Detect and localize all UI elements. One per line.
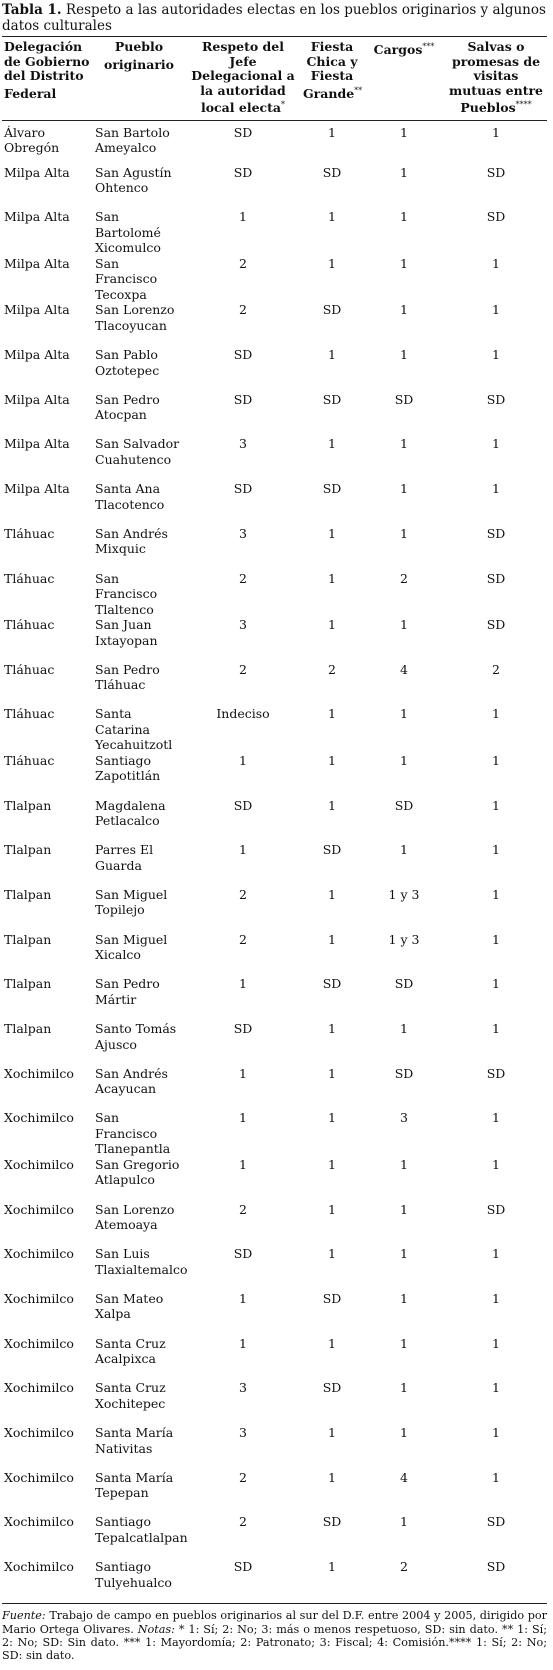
- cell-respeto: SD: [233, 1021, 253, 1036]
- cell-respeto: 3: [239, 436, 247, 452]
- cell-respeto: 2: [239, 1201, 247, 1217]
- cell-respeto: SD: [233, 481, 253, 497]
- cell-pueblo: San Andrés Acayucan: [95, 1065, 168, 1097]
- cell-fiesta: 1: [328, 124, 336, 140]
- cell-respeto: 2: [239, 1514, 247, 1530]
- cell-pueblo: Santa María Nativitas: [95, 1425, 174, 1456]
- cell-pueblo: San Salvador Cuahutenco: [95, 436, 180, 467]
- cell-respeto: 1: [239, 1290, 247, 1306]
- cell-cargos: 1: [400, 347, 408, 363]
- cell-fiesta: 1: [328, 1156, 336, 1172]
- cell-delegacion: Milpa Alta: [4, 164, 70, 180]
- cell-pueblo: San Miguel Topilejo: [95, 886, 168, 918]
- header-fiesta-mark: **: [354, 85, 363, 95]
- table-row: [2, 1202, 547, 1247]
- table-row: [2, 753, 547, 798]
- cell-delegacion: Xochimilco: [4, 1469, 74, 1485]
- cell-cargos: 1: [400, 1246, 408, 1262]
- cell-cargos: 1: [400, 1425, 408, 1440]
- cell-fiesta: 1: [328, 797, 336, 813]
- header-salvas: [445, 37, 547, 121]
- cell-delegacion: Tláhuac: [4, 525, 55, 541]
- cell-salvas: 1: [492, 436, 500, 452]
- cell-fiesta: 1: [328, 1021, 336, 1036]
- table-row: [2, 526, 547, 571]
- cell-delegacion: Xochimilco: [4, 1425, 74, 1440]
- header-row: [2, 37, 547, 121]
- cell-delegacion: Álvaro Obregón: [4, 124, 60, 155]
- cell-fiesta: 1: [328, 570, 336, 586]
- cell-fiesta: 1: [328, 1335, 336, 1351]
- cell-cargos: 1: [400, 481, 408, 497]
- table-caption: [2, 2, 547, 34]
- table-row: [2, 1110, 547, 1157]
- cell-pueblo: San Bartolomé Xicomulco: [95, 209, 161, 256]
- cell-cargos: 1: [400, 1335, 408, 1351]
- cell-pueblo: San Pedro Tláhuac: [95, 661, 160, 693]
- cell-pueblo: Santa Cruz Xochitepec: [95, 1380, 166, 1411]
- cell-salvas: SD: [486, 570, 506, 586]
- cell-salvas: SD: [486, 164, 506, 180]
- cell-cargos: SD: [394, 1065, 414, 1081]
- cell-delegacion: Milpa Alta: [4, 436, 70, 452]
- header-cargos-text: Cargos: [373, 42, 423, 57]
- cell-respeto: 2: [239, 931, 247, 947]
- cell-pueblo: Santa María Tepepan: [95, 1469, 174, 1501]
- cell-delegacion: Tlalpan: [4, 886, 52, 902]
- cell-respeto: 1: [239, 1156, 247, 1172]
- table-number: Tabla 1.: [2, 2, 62, 18]
- cell-cargos: 1: [400, 209, 408, 225]
- cell-cargos: SD: [394, 391, 414, 407]
- cell-salvas: 1: [492, 1290, 500, 1306]
- cell-cargos: 1 y 3: [388, 931, 420, 947]
- cell-pueblo: San Bartolo Ameyalco: [95, 124, 170, 155]
- cell-salvas: SD: [486, 1201, 506, 1217]
- cell-delegacion: Xochimilco: [4, 1380, 74, 1396]
- cell-salvas: SD: [486, 391, 506, 407]
- cell-cargos: 1: [400, 436, 408, 452]
- header-cargos: [363, 37, 445, 121]
- cell-pueblo: San Mateo Xalpa: [95, 1290, 164, 1322]
- cell-delegacion: Tlalpan: [4, 842, 52, 858]
- table-row: [2, 842, 547, 887]
- cell-respeto: 1: [239, 209, 247, 225]
- table-row: [2, 887, 547, 932]
- cell-cargos: 3: [400, 1110, 408, 1126]
- cell-pueblo: San Pablo Oztotepec: [95, 347, 160, 378]
- cell-fiesta: 1: [328, 347, 336, 363]
- cell-salvas: 1: [492, 1469, 500, 1485]
- header-cargos-mark: ***: [422, 42, 435, 51]
- cell-fiesta: 1: [328, 886, 336, 902]
- cell-pueblo: San Pedro Atocpan: [95, 391, 160, 423]
- cell-pueblo: Santiago Tulyehualco: [95, 1559, 172, 1590]
- header-salvas-text: Salvas o promesas de visitas mutuas entre Pueblos: [448, 39, 544, 115]
- cell-cargos: 1: [400, 1156, 408, 1172]
- cell-cargos: 4: [400, 661, 408, 677]
- table-row: [2, 706, 547, 753]
- cell-cargos: 1: [400, 1514, 408, 1530]
- cell-cargos: 1: [400, 1021, 408, 1036]
- cell-respeto: 1: [239, 1335, 247, 1351]
- cell-salvas: 1: [492, 1246, 500, 1262]
- cell-cargos: 1: [400, 1290, 408, 1306]
- header-delegacion-text: Delegación de Gobierno del Distrito Federal: [4, 39, 90, 101]
- cell-delegacion: Xochimilco: [4, 1065, 74, 1081]
- cell-pueblo: San Francisco Tecoxpa: [95, 255, 158, 302]
- cell-fiesta: SD: [322, 1514, 342, 1530]
- cell-respeto: 2: [239, 255, 247, 271]
- cell-salvas: 1: [492, 255, 500, 271]
- cell-salvas: SD: [486, 1559, 506, 1575]
- cell-fiesta: 1: [328, 209, 336, 225]
- cell-fiesta: 1: [328, 1065, 336, 1081]
- cell-pueblo: San Luis Tlaxialtemalco: [95, 1246, 188, 1277]
- cell-fiesta: 1: [328, 1425, 336, 1440]
- cell-delegacion: Xochimilco: [4, 1290, 74, 1306]
- table-row: [2, 256, 547, 303]
- cell-respeto: SD: [233, 164, 253, 180]
- table-row: [2, 1425, 547, 1470]
- cell-fiesta: 1: [328, 931, 336, 947]
- cell-pueblo: San Andrés Mixquic: [95, 525, 168, 557]
- cell-fiesta: SD: [322, 976, 342, 992]
- cell-cargos: 1: [400, 302, 408, 318]
- table-row: [2, 436, 547, 481]
- notas-text: * 1: Sí; 2: No; 3: más o menos respetuoso, SD: sin dato. ** 1: Sí; 2: No; SD: Sin dato. *** 1: Mayordomía; 2: Patronato; 3: Fiscal; 4: Comisión.**** 1: Sí; 2: No; SD: sin dato.: [2, 1622, 547, 1663]
- cell-fiesta: 1: [328, 1110, 336, 1126]
- cell-delegacion: Xochimilco: [4, 1559, 74, 1575]
- cell-salvas: 1: [492, 797, 500, 813]
- cell-cargos: 2: [400, 1559, 408, 1575]
- cell-respeto: 1: [239, 752, 247, 768]
- table-row: [2, 1380, 547, 1425]
- cell-pueblo: San Gregorio Atlapulco: [95, 1156, 180, 1188]
- cell-pueblo: Santiago Zapotitlán: [95, 752, 161, 784]
- cell-cargos: SD: [394, 976, 414, 992]
- cell-delegacion: Tláhuac: [4, 617, 55, 632]
- cell-pueblo: Santa Ana Tlacotenco: [95, 481, 165, 512]
- cell-fiesta: 2: [328, 661, 336, 677]
- cell-respeto: 1: [239, 1110, 247, 1126]
- cell-respeto: 3: [239, 525, 247, 541]
- cell-delegacion: Tláhuac: [4, 752, 55, 768]
- cell-salvas: 1: [492, 1156, 500, 1172]
- cell-cargos: 2: [400, 570, 408, 586]
- cell-cargos: 1: [400, 124, 408, 140]
- table-row: [2, 1291, 547, 1336]
- table-row: [2, 932, 547, 977]
- cell-salvas: SD: [486, 1065, 506, 1081]
- table-title: Respeto a las autoridades electas en los pueblos originarios y algunos datos culturales: [2, 2, 546, 34]
- cell-salvas: SD: [486, 617, 506, 632]
- table-row: [2, 1559, 547, 1604]
- cell-delegacion: Xochimilco: [4, 1156, 74, 1172]
- cell-delegacion: Xochimilco: [4, 1335, 74, 1351]
- cell-respeto: SD: [233, 1559, 253, 1575]
- header-delegacion: [2, 37, 93, 121]
- cell-pueblo: San Juan Ixtayopan: [95, 617, 158, 648]
- cell-respeto: SD: [233, 124, 253, 140]
- cell-cargos: 1: [400, 752, 408, 768]
- cell-salvas: 1: [492, 347, 500, 363]
- cell-fiesta: SD: [322, 1290, 342, 1306]
- table-row: [2, 1021, 547, 1066]
- cell-fiesta: SD: [322, 481, 342, 497]
- cell-cargos: SD: [394, 797, 414, 813]
- cell-delegacion: Milpa Alta: [4, 347, 70, 363]
- table-body: [2, 120, 547, 1604]
- cell-salvas: 1: [492, 706, 500, 722]
- cell-pueblo: San Lorenzo Atemoaya: [95, 1201, 175, 1233]
- cell-salvas: 1: [492, 302, 500, 318]
- cell-fiesta: 1: [328, 1469, 336, 1485]
- cell-pueblo: Santiago Tepalcatlalpan: [95, 1514, 188, 1545]
- table-row: [2, 347, 547, 392]
- table-row: [2, 302, 547, 347]
- cell-pueblo: San Francisco Tlaltenco: [95, 570, 158, 617]
- cell-salvas: 1: [492, 1380, 500, 1396]
- cell-salvas: 1: [492, 931, 500, 947]
- cell-salvas: 1: [492, 886, 500, 902]
- fuente-text: Trabajo de campo en pueblos originarios al sur del D.F. entre 2004 y 2005, dirigido por Mario Ortega Olivares.: [2, 1609, 547, 1636]
- cell-respeto: 1: [239, 842, 247, 858]
- notas-label: Notas:: [137, 1622, 175, 1636]
- cell-delegacion: Tlalpan: [4, 1021, 52, 1036]
- table-row: [2, 1514, 547, 1559]
- table-row: [2, 617, 547, 662]
- cell-fiesta: SD: [322, 842, 342, 858]
- cell-fiesta: 1: [328, 1201, 336, 1217]
- table-row: [2, 1246, 547, 1291]
- cell-pueblo: Parres El Guarda: [95, 842, 154, 873]
- cell-cargos: 4: [400, 1469, 408, 1485]
- cell-respeto: Indeciso: [216, 706, 270, 722]
- cell-delegacion: Tláhuac: [4, 661, 55, 677]
- cell-cargos: 1: [400, 706, 408, 722]
- cell-delegacion: Tlalpan: [4, 976, 52, 992]
- cell-salvas: 1: [492, 1021, 500, 1036]
- cell-cargos: 1: [400, 164, 408, 180]
- cell-fiesta: 1: [328, 436, 336, 452]
- header-respeto: [185, 37, 301, 121]
- cell-respeto: 1: [239, 1065, 247, 1081]
- cell-pueblo: Santo Tomás Ajusco: [95, 1021, 177, 1052]
- header-respeto-mark: *: [281, 100, 286, 109]
- cell-pueblo: San Miguel Xicalco: [95, 931, 168, 963]
- cell-delegacion: Tláhuac: [4, 706, 55, 722]
- cell-salvas: 1: [492, 842, 500, 858]
- table-footnote: [2, 1609, 547, 1663]
- cell-delegacion: Milpa Alta: [4, 391, 70, 407]
- cell-delegacion: Milpa Alta: [4, 481, 70, 497]
- cell-fiesta: 1: [328, 1559, 336, 1575]
- cell-salvas: 1: [492, 481, 500, 497]
- cell-respeto: 3: [239, 1380, 247, 1396]
- cell-fiesta: 1: [328, 1246, 336, 1262]
- cell-cargos: 1: [400, 1201, 408, 1217]
- cell-respeto: SD: [233, 347, 253, 363]
- table-row: [2, 481, 547, 526]
- table-row: [2, 571, 547, 618]
- table-row: [2, 662, 547, 707]
- cell-salvas: 1: [492, 124, 500, 140]
- cell-cargos: 1 y 3: [388, 886, 420, 902]
- cell-salvas: 1: [492, 1335, 500, 1351]
- cell-respeto: 2: [239, 302, 247, 318]
- table-row: [2, 976, 547, 1021]
- cell-salvas: 2: [492, 661, 500, 677]
- cell-fiesta: SD: [322, 164, 342, 180]
- cell-pueblo: San Pedro Mártir: [95, 976, 160, 1007]
- table-row: [2, 120, 547, 165]
- header-salvas-mark: ****: [515, 100, 532, 109]
- cell-pueblo: Santa Catarina Yecahuitzotl: [95, 706, 173, 753]
- cell-cargos: 1: [400, 525, 408, 541]
- cell-salvas: 1: [492, 752, 500, 768]
- cell-respeto: 1: [239, 976, 247, 992]
- table-row: [2, 1066, 547, 1111]
- cell-fiesta: SD: [322, 1380, 342, 1396]
- cell-delegacion: Tláhuac: [4, 570, 55, 586]
- table-row: [2, 1336, 547, 1381]
- cell-fiesta: 1: [328, 525, 336, 541]
- table-row: [2, 392, 547, 437]
- cell-pueblo: Santa Cruz Acalpixca: [95, 1335, 166, 1367]
- table-row: [2, 209, 547, 256]
- cell-cargos: 1: [400, 1380, 408, 1396]
- cell-cargos: 1: [400, 842, 408, 858]
- cell-fiesta: 1: [328, 255, 336, 271]
- cell-fiesta: SD: [322, 302, 342, 318]
- cell-fiesta: SD: [322, 391, 342, 407]
- cell-salvas: SD: [486, 525, 506, 541]
- table-row: [2, 1470, 547, 1515]
- cell-respeto: SD: [233, 1246, 253, 1262]
- header-fiesta-text: Fiesta Chica y Fiesta Grande: [303, 39, 358, 101]
- cell-pueblo: San Agustín Ohtenco: [95, 164, 172, 196]
- cell-respeto: SD: [233, 797, 253, 813]
- cell-respeto: SD: [233, 391, 253, 407]
- cell-respeto: 3: [239, 617, 247, 632]
- cell-pueblo: San Francisco Tlanepantla: [95, 1110, 171, 1157]
- cell-respeto: 3: [239, 1425, 247, 1440]
- cell-salvas: SD: [486, 1514, 506, 1530]
- header-respeto-text: Respeto del Jefe Delegacional a la autoridad local electa: [191, 39, 295, 115]
- table-header: [2, 37, 547, 121]
- cell-delegacion: Milpa Alta: [4, 255, 70, 271]
- cell-fiesta: 1: [328, 617, 336, 632]
- cell-salvas: 1: [492, 1110, 500, 1126]
- cell-salvas: 1: [492, 1425, 500, 1440]
- header-pueblo-text: Pueblo originario: [103, 39, 175, 72]
- header-fiesta: [301, 37, 363, 121]
- cell-delegacion: Xochimilco: [4, 1246, 74, 1262]
- table-row: [2, 1157, 547, 1202]
- cell-pueblo: Magdalena Petlacalco: [95, 797, 166, 829]
- cell-delegacion: Tlalpan: [4, 797, 52, 813]
- cell-fiesta: 1: [328, 706, 336, 722]
- cell-respeto: 2: [239, 570, 247, 586]
- cell-delegacion: Xochimilco: [4, 1514, 74, 1530]
- cell-cargos: 1: [400, 255, 408, 271]
- cell-respeto: 2: [239, 886, 247, 902]
- cell-respeto: 2: [239, 661, 247, 677]
- cell-delegacion: Milpa Alta: [4, 302, 70, 318]
- cell-respeto: 2: [239, 1469, 247, 1485]
- cell-delegacion: Milpa Alta: [4, 209, 70, 225]
- cell-delegacion: Tlalpan: [4, 931, 52, 947]
- cell-delegacion: Xochimilco: [4, 1201, 74, 1217]
- cell-cargos: 1: [400, 617, 408, 632]
- cell-salvas: SD: [486, 209, 506, 225]
- header-pueblo: [93, 37, 185, 121]
- cell-salvas: 1: [492, 976, 500, 992]
- cell-delegacion: Xochimilco: [4, 1110, 74, 1126]
- table-row: [2, 798, 547, 843]
- data-table: [2, 36, 547, 1604]
- table-row: [2, 165, 547, 210]
- cell-fiesta: 1: [328, 752, 336, 768]
- fuente-label: Fuente:: [2, 1609, 46, 1623]
- cell-pueblo: San Lorenzo Tlacoyucan: [95, 302, 175, 333]
